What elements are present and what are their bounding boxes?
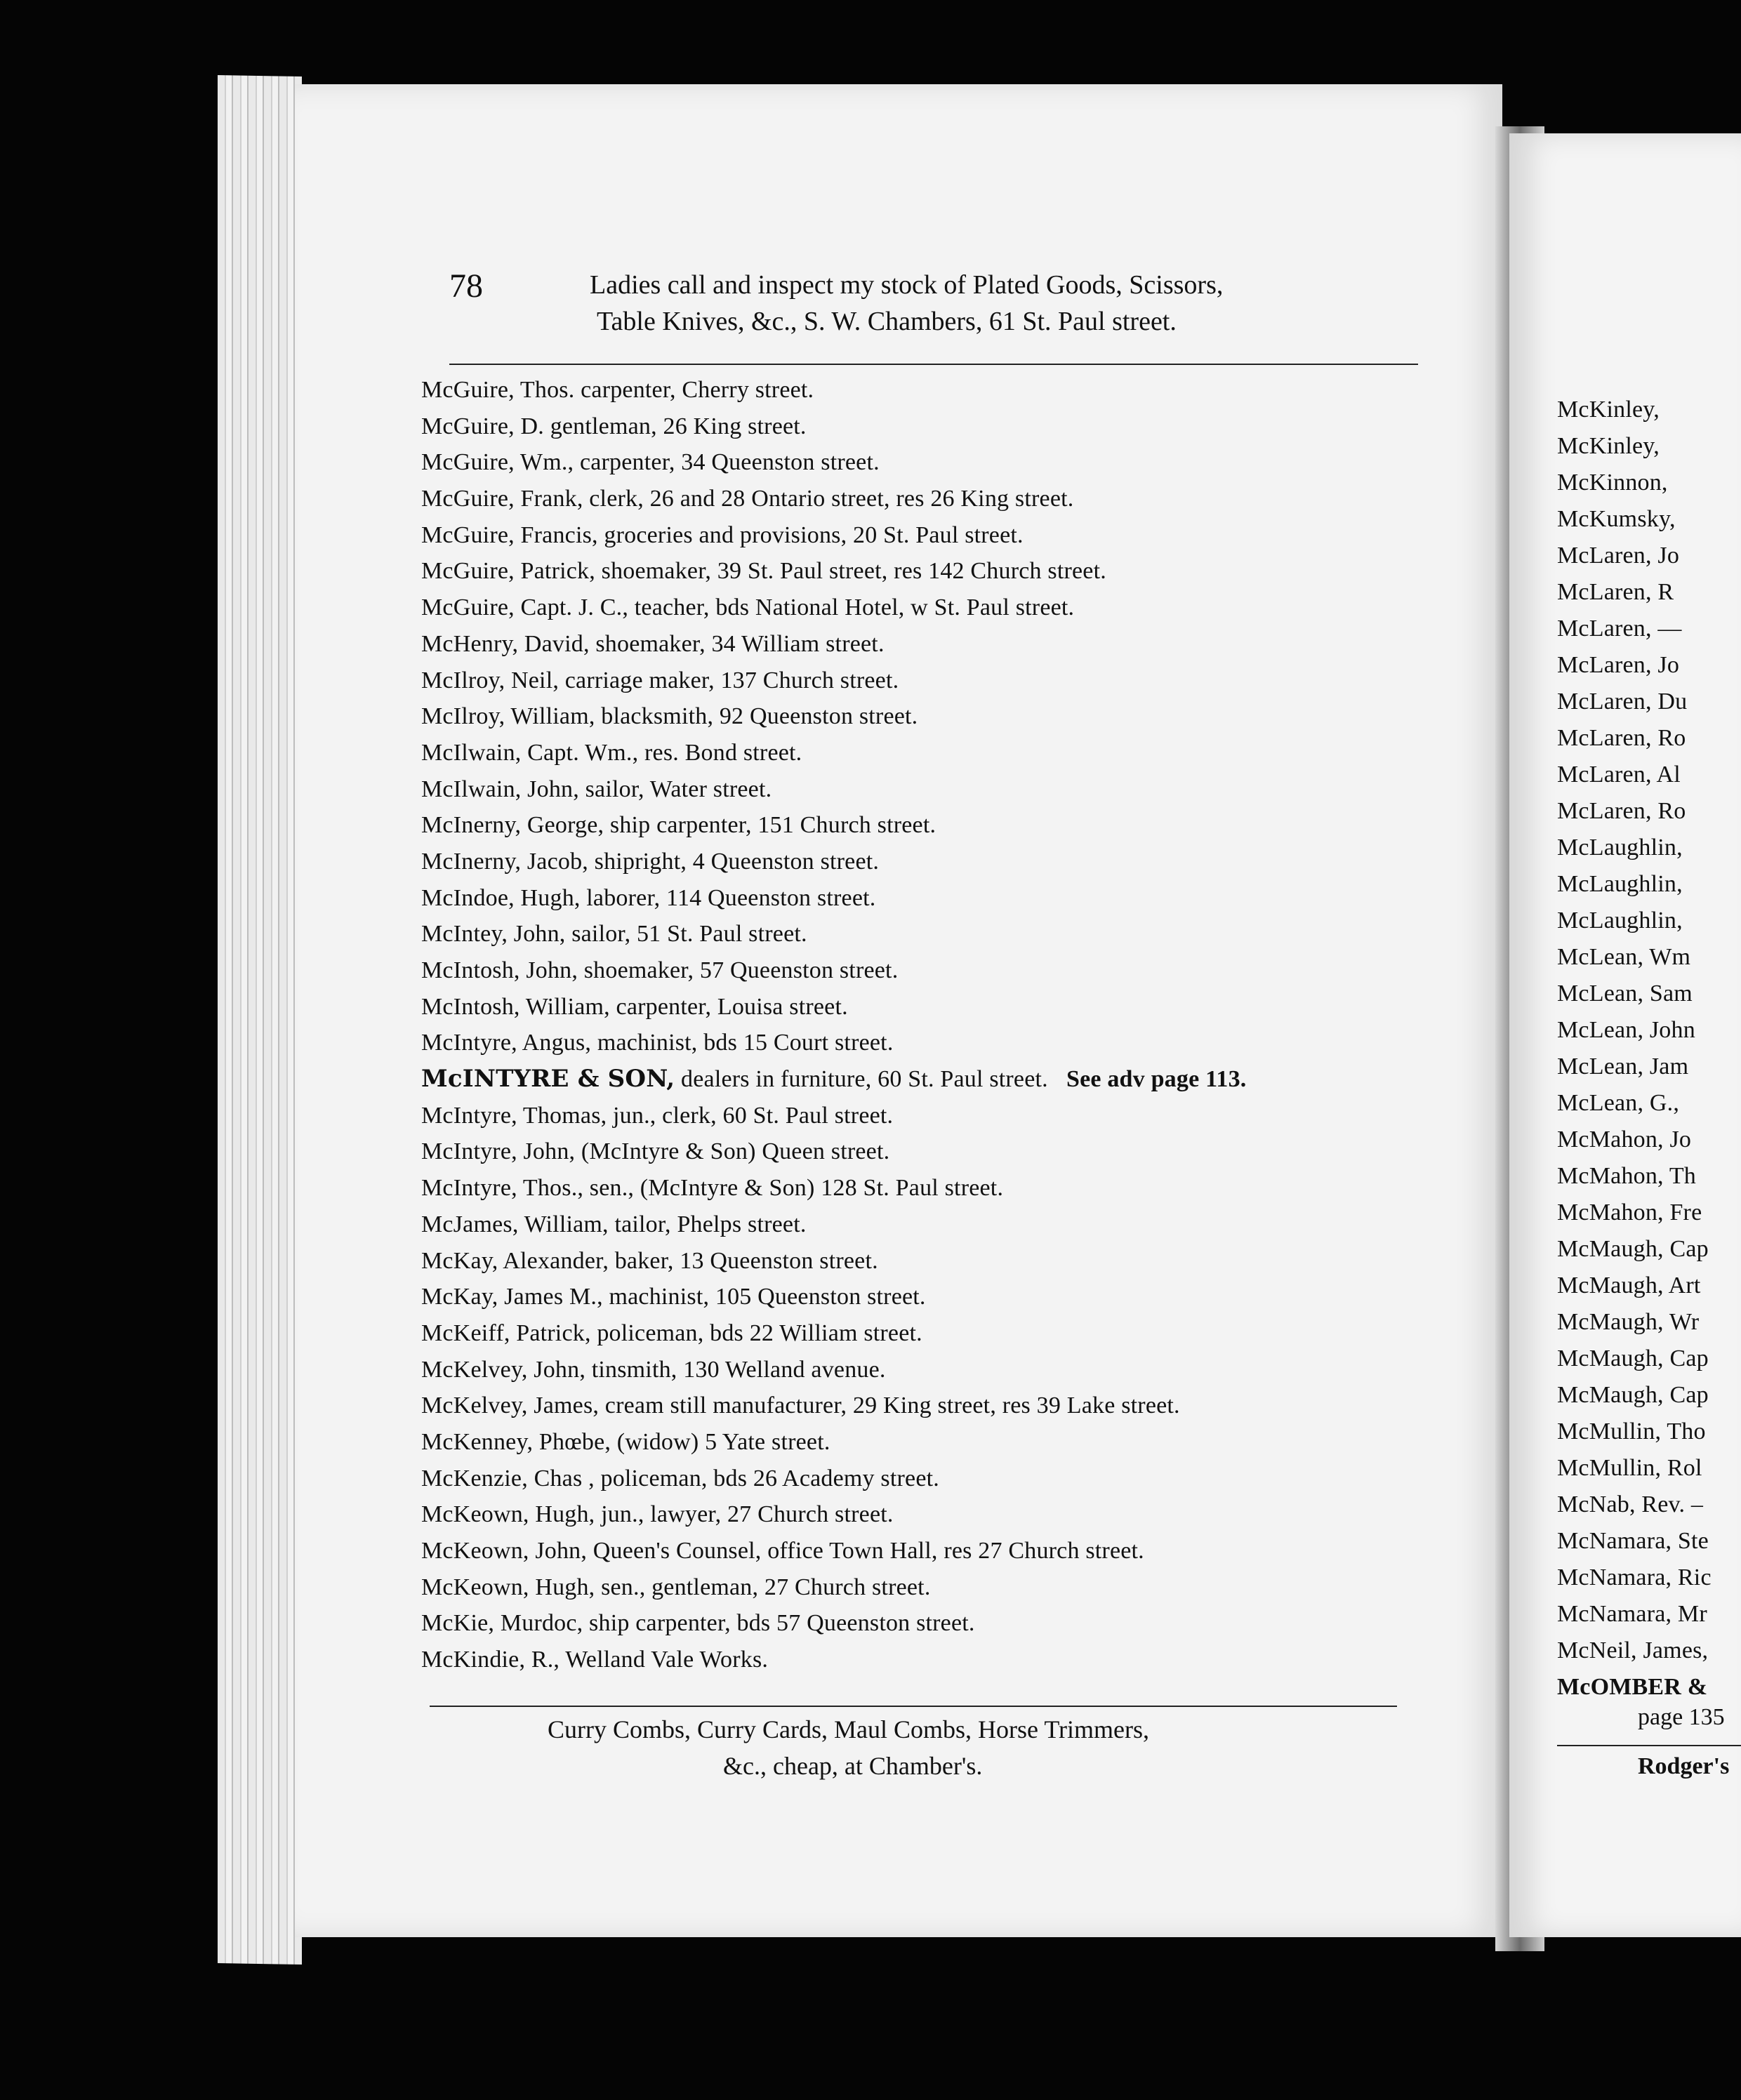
directory-entry: McIlwain, Capt. Wm., res. Bond street. xyxy=(421,739,802,766)
directory-entry: McKindie, R., Welland Vale Works. xyxy=(421,1647,769,1673)
firm-name: McINTYRE & SON, xyxy=(421,1065,675,1094)
right-directory-entry: McMullin, Rol xyxy=(1557,1455,1702,1481)
firm-text: dealers in furniture, 60 St. Paul street. xyxy=(675,1066,1048,1093)
right-directory-entry: McMaugh, Cap xyxy=(1557,1236,1709,1262)
directory-entry: McKeiff, Patrick, policeman, bds 22 William street. xyxy=(421,1320,922,1346)
right-directory-entry: McNamara, Ste xyxy=(1557,1528,1709,1554)
directory-entry: McHenry, David, shoemaker, 34 William street. xyxy=(421,630,885,657)
right-directory-entry: McLaughlin, xyxy=(1557,835,1683,860)
right-directory-entry: McMaugh, Art xyxy=(1557,1272,1701,1298)
right-directory-entry: McKumsky, xyxy=(1557,506,1676,532)
right-directory-entry: McNamara, Mr xyxy=(1557,1601,1707,1627)
header-advert xyxy=(590,267,1432,340)
right-directory-entry: McMullin, Tho xyxy=(1557,1418,1706,1444)
directory-entries xyxy=(421,372,1418,1678)
right-directory-entry: McLean, Wm xyxy=(1557,944,1691,970)
directory-entry: McInerny, George, ship carpenter, 151 Church street. xyxy=(421,812,936,839)
directory-entry: McKeown, John, Queen's Counsel, office Town Hall, res 27 Church street. xyxy=(421,1538,1144,1564)
directory-entry: McIntyre, Thomas, jun., clerk, 60 St. Paul street. xyxy=(421,1102,894,1129)
directory-entry: McIntyre, John, (McIntyre & Son) Queen street. xyxy=(421,1138,890,1165)
directory-entry: McKelvey, John, tinsmith, 130 Welland avenue. xyxy=(421,1356,886,1383)
right-directory-entry: McMahon, Jo xyxy=(1557,1127,1692,1152)
right-directory-entry: McKinnon, xyxy=(1557,470,1668,496)
right-directory-entry: McLaughlin, xyxy=(1557,908,1683,933)
directory-entry: McKenzie, Chas , policeman, bds 26 Academy street. xyxy=(421,1465,939,1491)
right-footer-rule xyxy=(1557,1745,1741,1746)
right-directory-entry: McLaren, Jo xyxy=(1557,652,1680,678)
footer-line-1: Curry Combs, Curry Cards, Maul Combs, Horse Trimmers, xyxy=(548,1715,1150,1743)
right-directory-entry: McNeil, James, xyxy=(1557,1637,1709,1663)
right-directory-entry: McLaren, R xyxy=(1557,579,1674,605)
right-directory-entry: McLaren, Ro xyxy=(1557,725,1686,751)
right-directory-entry: McLean, Jam xyxy=(1557,1054,1689,1079)
right-directory-entry: McKinley, xyxy=(1557,397,1660,423)
directory-entry: McKeown, Hugh, sen., gentleman, 27 Church street. xyxy=(421,1574,931,1600)
directory-entry: McIndoe, Hugh, laborer, 114 Queenston street. xyxy=(421,884,876,911)
page-number: 78 xyxy=(449,267,483,305)
directory-entry: McGuire, Thos. carpenter, Cherry street. xyxy=(421,377,814,403)
directory-entry: McIlwain, John, sailor, Water street. xyxy=(421,776,772,802)
right-directory-entry: McLaren, Jo xyxy=(1557,543,1680,569)
directory-entry: McGuire, Capt. J. C., teacher, bds National Hotel, w St. Paul street. xyxy=(421,594,1075,621)
directory-entry: McKenney, Phœbe, (widow) 5 Yate street. xyxy=(421,1428,830,1455)
right-directory-entry: McLean, John xyxy=(1557,1017,1695,1043)
right-directory-entry: McMaugh, Cap xyxy=(1557,1382,1709,1408)
directory-entry: McGuire, Patrick, shoemaker, 39 St. Paul street, res 142 Church street. xyxy=(421,558,1106,585)
directory-entry: McGuire, Francis, groceries and provisions, 20 St. Paul street. xyxy=(421,521,1024,548)
directory-entry: McInerny, Jacob, shipright, 4 Queenston street. xyxy=(421,848,880,875)
firm-adv: See adv page 113. xyxy=(1066,1066,1247,1093)
firm-entry xyxy=(421,1061,1418,1098)
directory-entry: McIntosh, William, carpenter, Louisa street. xyxy=(421,993,848,1020)
directory-entry: McIntosh, John, shoemaker, 57 Queenston street. xyxy=(421,957,899,983)
page-footer xyxy=(548,1711,1390,1784)
header-rule xyxy=(449,364,1418,365)
right-directory-entry: McLaren, Al xyxy=(1557,762,1681,788)
footer-line-2: &c., cheap, at Chamber's. xyxy=(723,1752,983,1780)
directory-entry: McKay, Alexander, baker, 13 Queenston street. xyxy=(421,1247,878,1274)
right-directory-entry: McLaren, — xyxy=(1557,616,1682,642)
right-directory-entry: McKinley, xyxy=(1557,433,1660,459)
directory-entry: McIntey, John, sailor, 51 St. Paul street. xyxy=(421,921,807,948)
directory-entry: McKeown, Hugh, jun., lawyer, 27 Church street. xyxy=(421,1501,894,1528)
directory-entry: McIntyre, Thos., sen., (McIntyre & Son) 128 St. Paul street. xyxy=(421,1175,1004,1202)
directory-entry: McIlroy, Neil, carriage maker, 137 Church street. xyxy=(421,667,899,693)
right-directory-entry: McNab, Rev. – xyxy=(1557,1491,1704,1517)
right-directory-entry: McLaughlin, xyxy=(1557,871,1683,897)
header-line-1: Ladies call and inspect my stock of Plated Goods, Scissors, xyxy=(590,270,1224,300)
directory-entry: McKie, Murdoc, ship carpenter, bds 57 Queenston street. xyxy=(421,1610,975,1637)
directory-entry: McJames, William, tailor, Phelps street. xyxy=(421,1211,807,1237)
directory-entry: McKelvey, James, cream still manufacturer, 29 King street, res 39 Lake street. xyxy=(421,1393,1180,1419)
right-directory-entry: McMahon, Fre xyxy=(1557,1199,1702,1225)
right-directory-entry: McLean, G., xyxy=(1557,1090,1680,1116)
directory-entry: McGuire, Wm., carpenter, 34 Queenston street. xyxy=(421,449,880,476)
right-directory-entry: McLaren, Ro xyxy=(1557,798,1686,824)
right-directory-entry: McLaren, Du xyxy=(1557,689,1688,715)
header-line-2: Table Knives, &c., S. W. Chambers, 61 St. Paul street. xyxy=(597,307,1177,336)
right-directory-entry: McMahon, Th xyxy=(1557,1163,1696,1189)
right-directory-entry: McMaugh, Wr xyxy=(1557,1309,1700,1335)
directory-entry: McIntyre, Angus, machinist, bds 15 Court street. xyxy=(421,1030,894,1056)
book-edges xyxy=(218,75,302,1965)
footer-rule xyxy=(430,1706,1397,1707)
directory-entry: McGuire, Frank, clerk, 26 and 28 Ontario street, res 26 King street. xyxy=(421,486,1074,512)
directory-entry: McGuire, D. gentleman, 26 King street. xyxy=(421,413,807,439)
right-footer: Rodger's xyxy=(1638,1753,1730,1779)
right-directory-entry: McNamara, Ric xyxy=(1557,1564,1712,1590)
directory-entry: McKay, James M., machinist, 105 Queenston street. xyxy=(421,1284,926,1310)
right-directory-entry: McMaugh, Cap xyxy=(1557,1345,1709,1371)
right-firm-entry: McOMBER & xyxy=(1557,1674,1708,1700)
right-directory-entry: McLean, Sam xyxy=(1557,981,1693,1006)
directory-entry: McIlroy, William, blacksmith, 92 Queenston street. xyxy=(421,703,918,730)
right-page-ref: page 135 xyxy=(1638,1704,1725,1730)
